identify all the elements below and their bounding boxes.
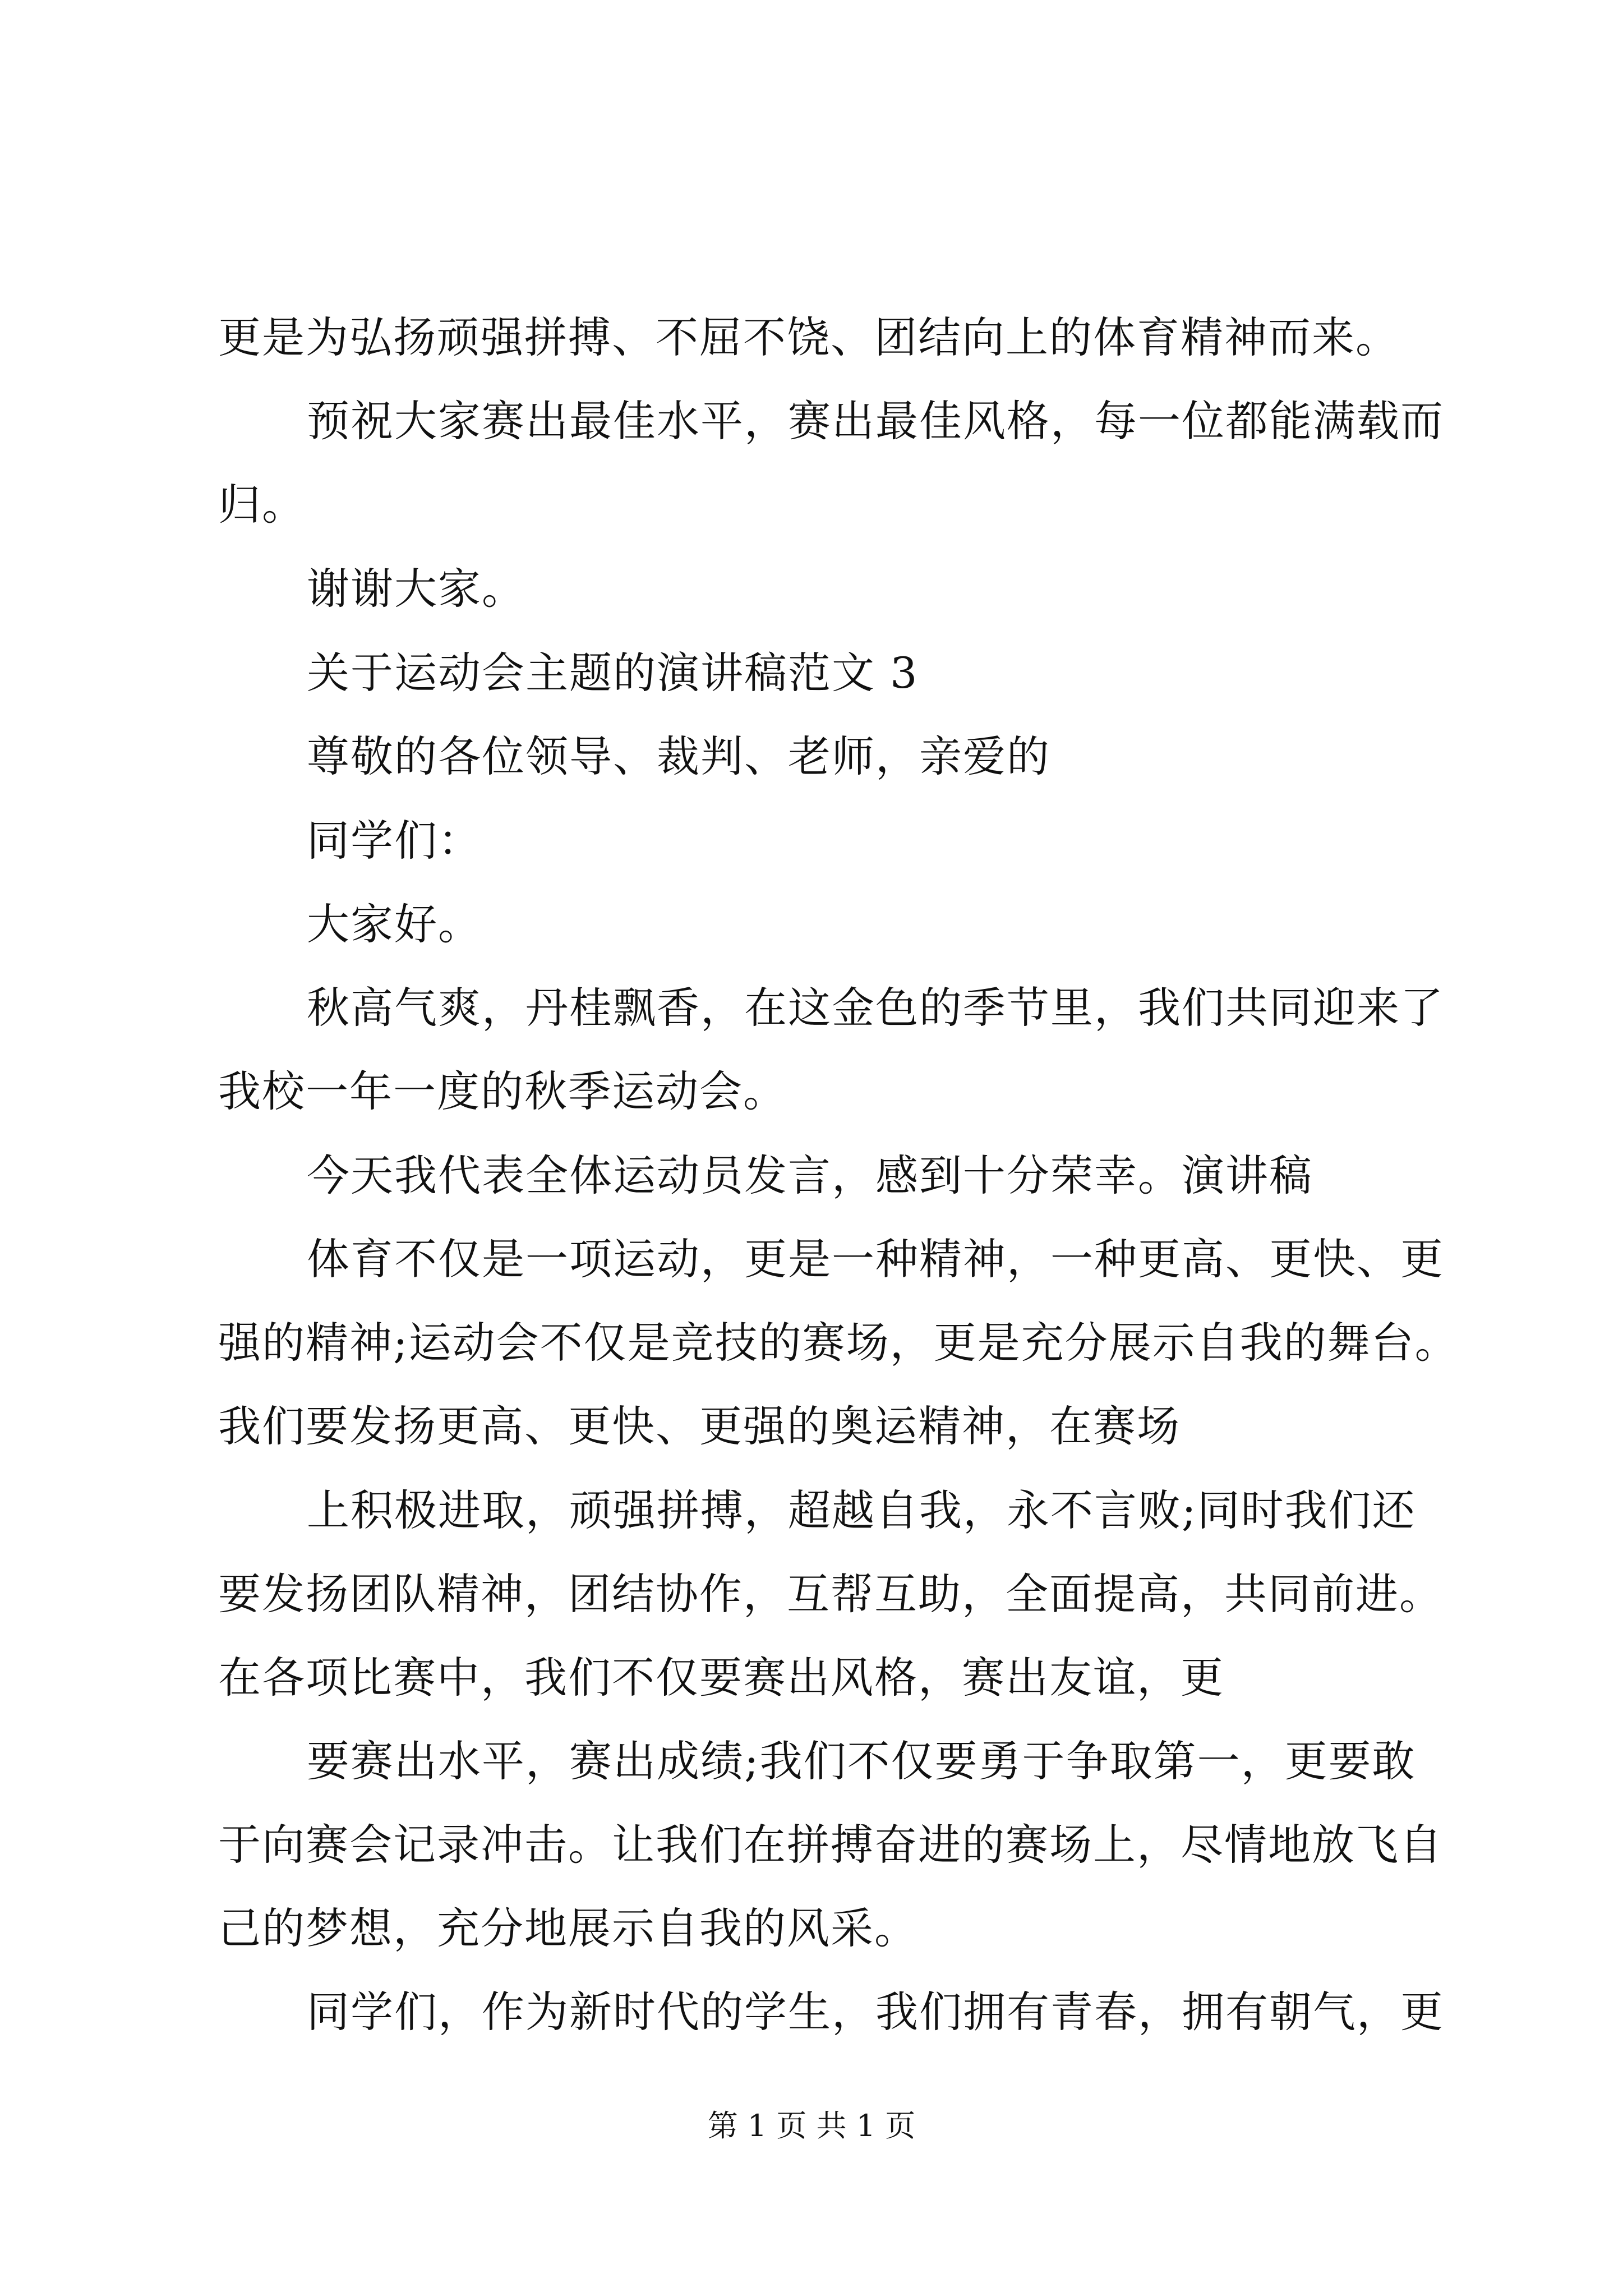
- text-line-6: 尊敬的各位领导、裁判、老师，亲爱的: [307, 731, 1050, 781]
- text-line-4: 谢谢大家。: [307, 564, 525, 614]
- text-line-8: 大家好。: [307, 899, 482, 949]
- text-line-1: 更是为弘扬顽强拼搏、不屈不饶、团结向上的体育精神而来。: [218, 312, 1399, 362]
- text-line-14: 我们要发扬更高、更快、更强的奥运精神，在赛场: [218, 1401, 1181, 1451]
- text-line-12: 体育不仅是一项运动，更是一种精神，一种更高、更快、更: [307, 1234, 1444, 1284]
- text-line-2: 预祝大家赛出最佳水平，赛出最佳风格，每一位都能满载而: [307, 396, 1444, 446]
- text-line-7: 同学们：: [307, 816, 482, 866]
- text-line-9: 秋高气爽，丹桂飘香，在这金色的季节里，我们共同迎来了: [307, 983, 1444, 1033]
- page-footer: 第 1 页 共 1 页: [707, 2108, 916, 2143]
- text-line-19: 于向赛会记录冲击。让我们在拼搏奋进的赛场上，尽情地放飞自: [218, 1820, 1443, 1870]
- text-line-10: 我校一年一度的秋季运动会。: [218, 1066, 787, 1116]
- text-line-20: 己的梦想，充分地展示自我的风采。: [218, 1903, 918, 1953]
- text-line-18: 要赛出水平，赛出成绩;我们不仅要勇于争取第一，更要敢: [307, 1736, 1416, 1786]
- text-line-15: 上积极进取，顽强拼搏，超越自我，永不言败;同时我们还: [307, 1485, 1416, 1535]
- text-line-21: 同学们，作为新时代的学生，我们拥有青春，拥有朝气，更: [307, 1987, 1444, 2037]
- text-line-3: 归。: [218, 480, 306, 530]
- text-line-16: 要发扬团队精神，团结协作，互帮互助，全面提高，共同前进。: [218, 1569, 1443, 1619]
- text-line-11: 今天我代表全体运动员发言，感到十分荣幸。演讲稿: [307, 1151, 1313, 1200]
- text-line-13: 强的精神;运动会不仅是竞技的赛场，更是充分展示自我的舞台。: [218, 1318, 1459, 1368]
- section-heading: 关于运动会主题的演讲稿范文 3: [307, 648, 919, 698]
- text-line-17: 在各项比赛中，我们不仅要赛出风格，赛出友谊，更: [218, 1653, 1224, 1703]
